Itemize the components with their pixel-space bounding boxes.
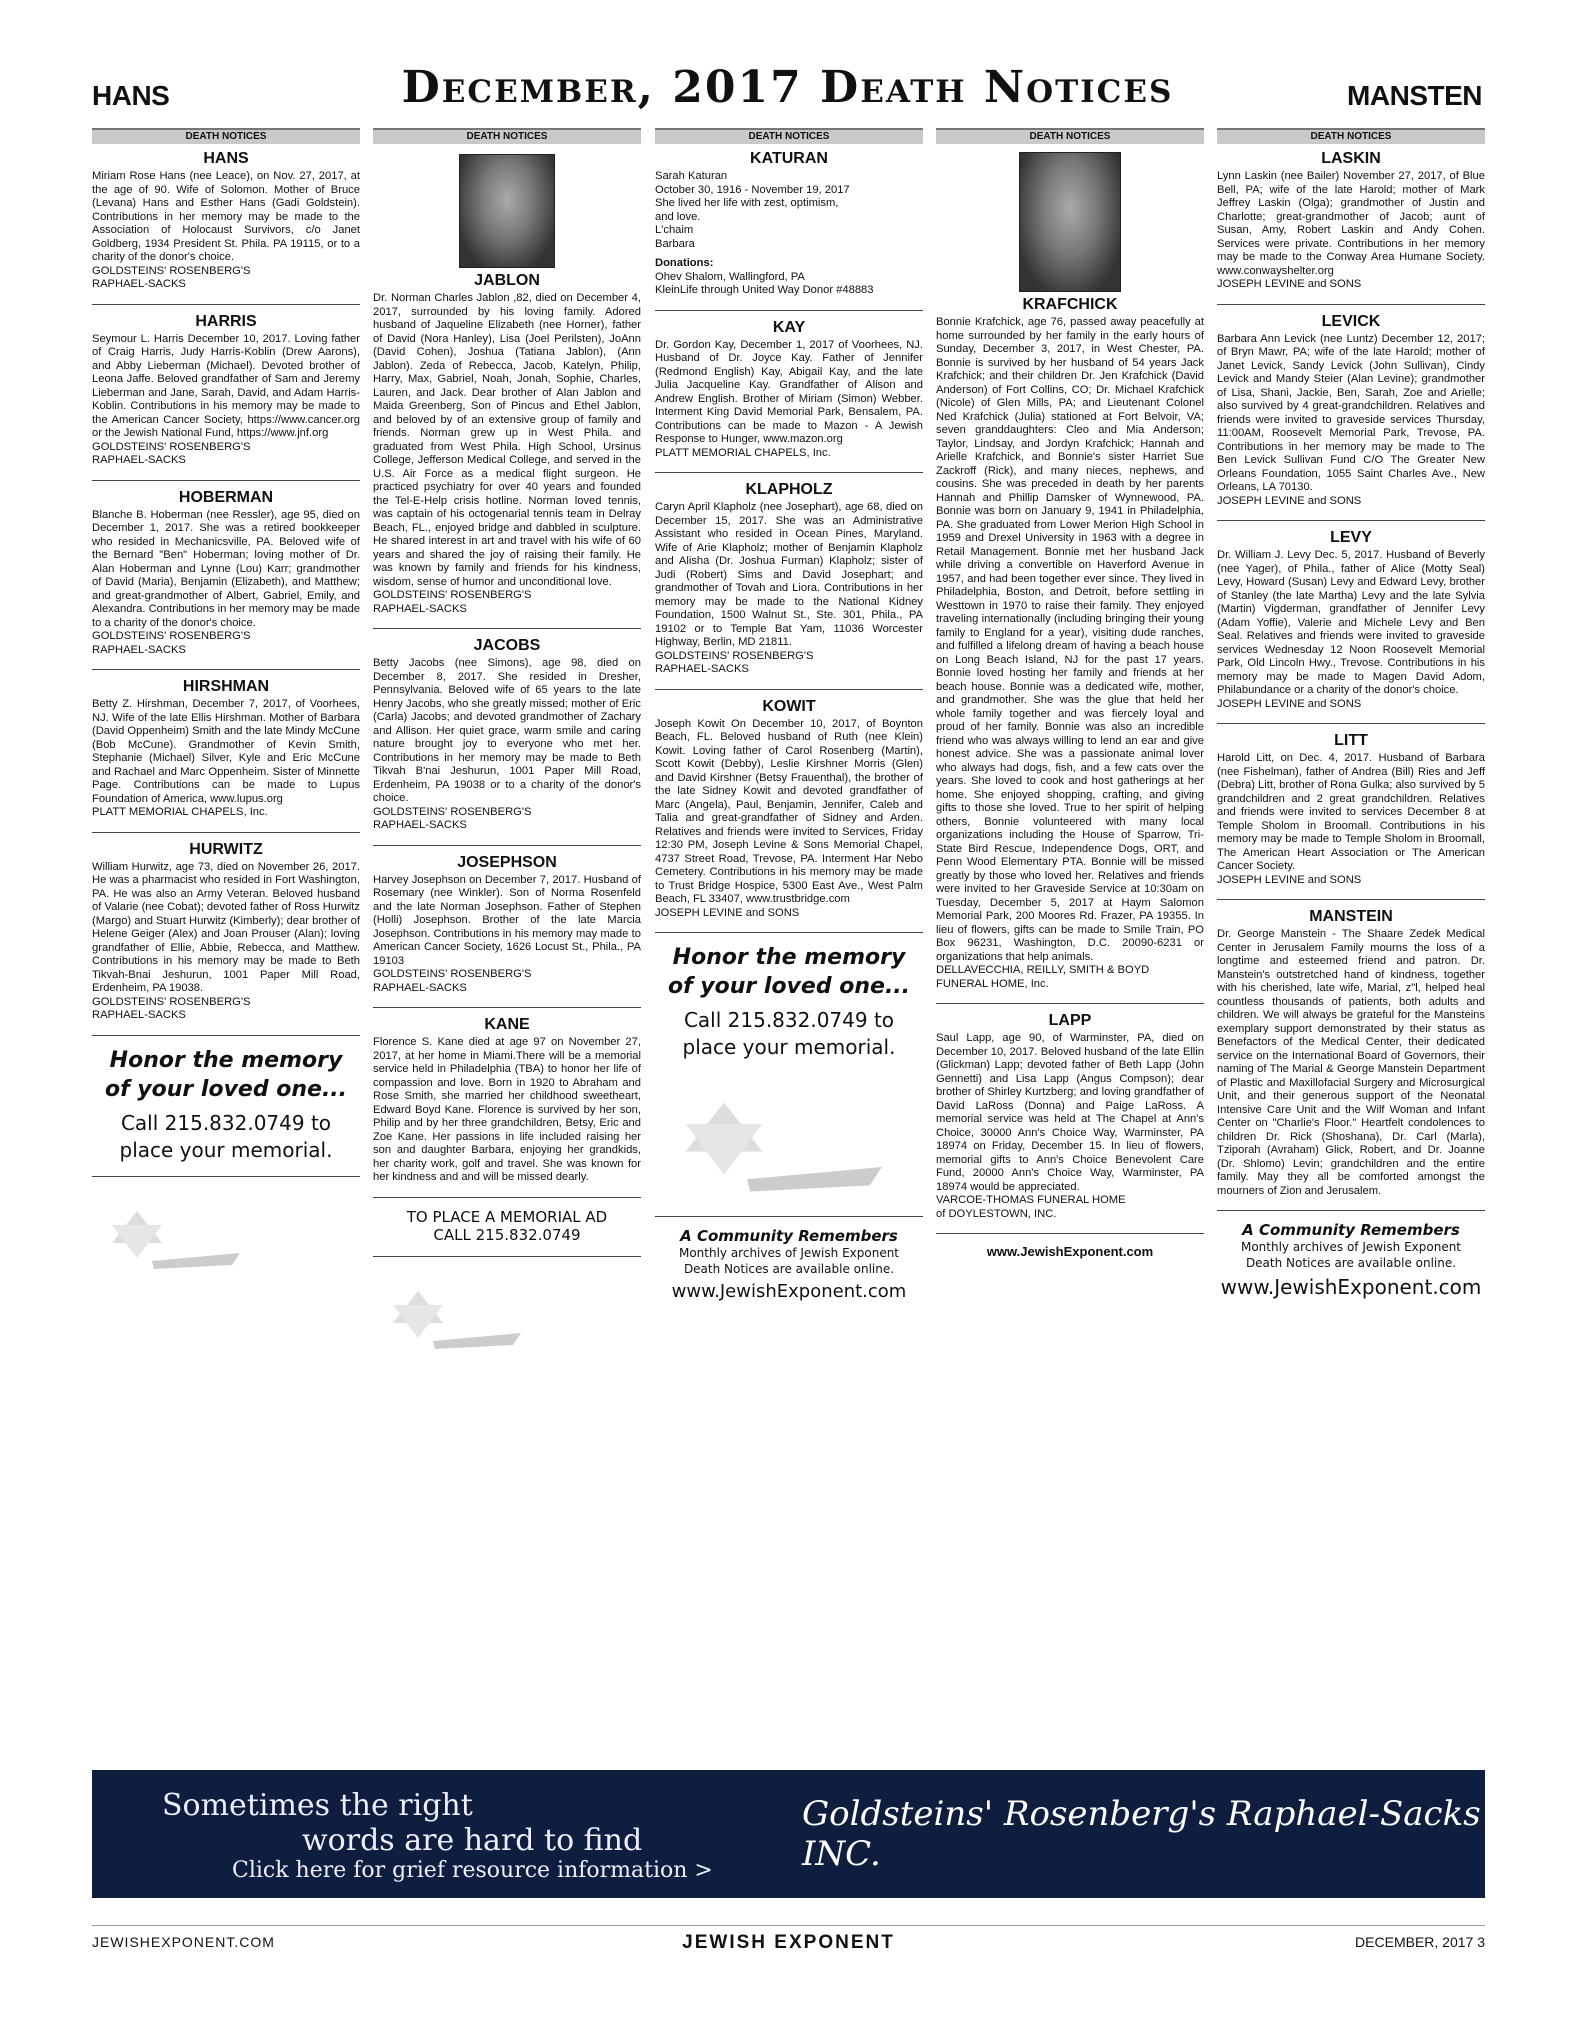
funeral-home: RAPHAEL-SACKS: [373, 981, 467, 994]
ad-call: place your memorial.: [682, 1035, 896, 1059]
notice-text: Joseph Kowit On December 10, 2017, of Boynton Beach, FL. Beloved husband of Ruth (nee Klein) Kowit. Loving father of Carol Rosenberg (Martin), Scott Kowit (Debby), Leslie Kirshner Morris (Glen) and David Kirshner (Betsy Frauenthal), the brother of the late Sidney Kowit and devoted grandfather of Marc (Angela), Paul, Benjamin, Jennifer, Caleb and Talia and great-grandfather of Sidney and Arden. Relatives and friends were invited to Services, Friday 12:30 PM, Joseph Levine & Sons Memorial Chapel, 4737 Street Road, Trevose, PA. Interment Har Nebo Cemetery. Contributions in his memory may be made to Trust Bridge Hospice, 5300 East Ave., West Palm Beach, FL 33407, www.trustbridge.com: [655, 717, 923, 905]
ad-call: place your memorial.: [119, 1137, 333, 1162]
divider: [655, 1216, 923, 1217]
notice-levick: [1217, 313, 1485, 509]
banner-line: Sometimes the right: [162, 1788, 473, 1823]
divider: [1217, 304, 1485, 305]
place-memorial-ad[interactable]: [373, 1208, 641, 1244]
notice-name: KRAFCHICK: [1022, 296, 1118, 313]
notice-name: JOSEPHSON: [457, 853, 557, 871]
divider: [92, 1176, 360, 1177]
honor-memory-ad[interactable]: [655, 943, 923, 1061]
notice-kay: [655, 319, 923, 461]
notice-name: HURWITZ: [189, 840, 263, 858]
notice-josephson: [373, 854, 641, 996]
funeral-home: RAPHAEL-SACKS: [92, 1009, 186, 1021]
ad-call: Call 215.832.0749 to: [683, 1008, 895, 1032]
notice-manstein: [1217, 908, 1485, 1198]
running-head-right: MANSTEN: [1347, 80, 1482, 111]
footer-publication: JEWISH EXPONENT: [682, 1932, 895, 1953]
funeral-home: GOLDSTEINS' ROSENBERG'S: [655, 649, 814, 662]
divider: [655, 932, 923, 933]
notice-hans: [92, 150, 360, 292]
column-header: DEATH NOTICES: [1217, 128, 1485, 144]
divider: [373, 628, 641, 629]
page-title: December, 2017 Death Notices: [401, 62, 1174, 113]
notice-text: Barbara Ann Levick (nee Luntz) December 12, 2017; of Bryn Mawr, PA; wife of the late Harold; mother of Janet Levick, Sandy Levick (John Sullivan), Cindy Levick and Mandy Steier (Alan Levine); grandmother of Lisa, Shani, Jackie, Ben, Sarah, Zoe and Arielle; also survived by 4 great-grandchildren. Relatives and friends were invited to graveside services Thursday, 11:00AM, Roosevelt Memorial Park, Trevose, PA. Contributions in her memory may be made to The Ben Levick Sullivan Fund C/O The Greater New Orleans Foundation, 1055 Saint Charles Ave., New Orleans, LA 70130.: [1217, 332, 1485, 493]
divider: [655, 310, 923, 311]
star-of-david-icon: [373, 1283, 523, 1353]
funeral-home: GOLDSTEINS' ROSENBERG'S: [92, 264, 251, 277]
divider: [92, 832, 360, 833]
divider: [92, 304, 360, 305]
community-remembers-ad[interactable]: [655, 1227, 923, 1302]
notice-text: Bonnie Krafchick, age 76, passed away peacefully at home surrounded by her family in the early hours of Sunday, December 3, 2017, in West Chester, PA. Bonnie is survived by her husband of 54 years Jack Krafchick; and their children Dr. Jen Krafchick (David Anderson) of Fort Collins, CO; Dr. Michael Krafchick (Nicole) of Glen Mills, PA; and Lieutenant Colonel Ned Krafchick (Julia) stationed at Fort Belvoir, VA; seven granddaughters: Cleo and Mia Anderson; Taylor, Lindsay, and Jordyn Krafchick; Hannah and Arielle Krafchick, and Bonnie's sister Harriet Sue Zackroff (Rick), and many nieces, nephews, and cousins. She was preceded in death by her parents Hannah and Phillip Damsker of Wynnewood, PA. Bonnie was born on January 9, 1941 in Philadelphia, PA. She graduated from Lower Merion High School in 1959 and Drexel University in 1963 with a degree in Retail Management. Bonnie met her husband Jack while driving a convertible on Haverford Avenue in 1957, and had been together ever since. They lived in Philadelphia, Boston, and Detroit, before settling in Westtown in 1970 to raise their family. They enjoyed traveling internationally (including bringing their young family to England for a year), visiting dude ranches, and fulfilled a lifelong dream of having a beach house on Long Beach Island, NJ for the past 17 years. Bonnie loved hosting her family and friends at her beach house. Bonnie was a dedicated wife, mother, and grandmother. She was the glue that held her whole family together and was fiercely loyal and proud of her family. Bonnie was also an incredible friend who was always willing to lend an ear and give honest advice. She was a passionate animal lover who always had dogs, fish, and a few cats over the years. She loved to cook and host gatherings at her home. She enjoyed shopping, crafting, and giving gifts to those she loved. True to her spirit of helping others, Bonnie volunteered with many local organizations including the House of Sparrow, Tri-State Bird Rescue, Independence Dogs, ORT, and Penn Wood Elementary PTA. Bonnie will be missed greatly by those who loved her. Relatives and friends were invited to her Graveside Service at 10:30am on Tuesday, December 5, 2017 at Haym Salomon Memorial Park, 200 Moores Rd. Frazer, PA 19355. In lieu of flowers, gifts can be made to Smile Train, PO Box 96231, Washington, D.C. 20090-6231 or organizations that help animals.: [936, 316, 1204, 963]
notice-text: Seymour L. Harris December 10, 2017. Loving father of Craig Harris, Judy Harris-Koblin (Drew Aarons), and Abby Lieberman (Michael). Devoted brother of Leona Jaffe. Beloved grandfather of Sam and Jeremy Lieberman and Jane, Sarah, David, and Adam Harris-Koblin. Contributions in his memory may be made to the American Cancer Society, https://www.cancer.org or the Jewish National Fund, https://www.jnf.org: [92, 332, 360, 439]
divider: [92, 669, 360, 670]
notice-text: Dr. Norman Charles Jablon ,82, died on December 4, 2017, surrounded by his loving family. Adored husband of Jaqueline Elizabeth (nee Horner), father of David (Nora Hanley), Lisa (Joel Perilsten), JoAnn (David Cohen), Joshua (Tatiana Jablon), (Ann Jablon). Zeda of Rebecca, Jacob, Katelyn, Philip, Harry, Max, Gabriel, Noah, Jonah, Sophie, Charles, Lauren, and Jack. Dear brother of Alan Jablon and Maida Greenberg, Son of Pincus and Ethel Jablon, and beloved by of an extensive group of family and friends. Norman grew up in West Phila. and graduated from West Phila. High School, Ursinus College, Jefferson Medical College, and served in the U.S. Air Force as a medical flight surgeon. He practiced psychiatry for over 40 years and founded the Tel-E-Help crisis hotline. Norman loved tennis, was captain of his octogenarial tennis team in Delray Beach, FL., enjoyed bridge and dabbled in sculpture. He shared interest in art and travel with his wife of 60 years and shared the joy of raising their family. He was known by family and friends for his kindness, wisdom, sense of humor and unconditional love.: [373, 292, 641, 588]
ad-text: Monthly archives of Jewish Exponent: [678, 1246, 900, 1260]
funeral-home: FUNERAL HOME, Inc.: [936, 977, 1049, 990]
brand-logo: Goldsteins' Rosenberg's Raphael-Sacks INC.: [802, 1794, 1481, 1874]
notice-katuran: [655, 150, 923, 298]
notice-name: LAPP: [1048, 1012, 1092, 1029]
notice-text: Lynn Laskin (nee Bailer) November 27, 2017, of Blue Bell, PA; wife of the late Harold; mother of Mark Jeffrey Laskin (Olga); grandmother of Justin and Charlotte; great-grandmother of Jacob; aunt of Susan, Amy, Robert Laskin and Andy Cohen. Services were private. Contributions in her memory may be made to the Conway Area Humane Society. www.conwayshelter.org: [1217, 170, 1485, 277]
notice-text: Betty Z. Hirshman, December 7, 2017, of Voorhees, NJ. Wife of the late Ellis Hirshman. Mother of Barbara (David Oppenheim) Smith and the late Mindy McCune (Bob McCune). Grandmother of Kevin Smith, Stephanie (Michael) Silver, Kyle and Eric McCune and Rachael and Marc Oppenheim. Sister of Minnette Page. Contributions can be made to Lupus Foundation of America, www.lupus.org: [92, 698, 361, 805]
divider: [936, 1003, 1204, 1004]
notice-klapholz: [655, 481, 923, 677]
notice-text: Betty Jacobs (nee Simons), age 98, died on December 8, 2017. She resided in Dresher, Pennsylvania. Beloved wife of 65 years to the late Henry Jacobs, who she greatly missed; mother of Eric (Carla) Jacobs; and devoted grandmother of Zachary and Allison. Her quiet grace, warm smile and caring nature brought joy to everyone who met her. Contributions in her memory may be made to Beth Tikvah B'nai Jeshurun, 1001 Paper Mill Road, Erdenheim, PA 19038 or to a charity of the donor's choice.: [373, 657, 641, 804]
divider: [936, 1233, 1204, 1234]
funeral-home: JOSEPH LEVINE and SONS: [655, 906, 800, 919]
donations-heading: Donations:: [655, 257, 714, 269]
notice-line: Sarah Katuran: [655, 170, 728, 182]
notice-line: L'chaim: [655, 224, 694, 236]
portrait-photo: [1019, 152, 1121, 292]
donation-line: Ohev Shalom, Wallingford, PA: [655, 270, 805, 283]
banner-line: words are hard to find: [302, 1823, 643, 1858]
divider: [1217, 520, 1485, 521]
notice-text: Harold Litt, on Dec. 4, 2017. Husband of Barbara (nee Fishelman), father of Andrea (Bill) Ries and Jeff (Debra) Litt, brother of Rona Gulka; also survived by 5 grandchildren and 2 great grandchildren. Relatives and friends were invited to services December 8 at Temple Sholom in Broomall. Contributions in his memory may be made to Temple Sholom in Broomall, The American Heart Association or The American Cancer Society.: [1217, 752, 1486, 872]
funeral-home: RAPHAEL-SACKS: [92, 454, 186, 466]
footer-site[interactable]: JEWISHEXPONENT.COM: [92, 1934, 275, 1950]
divider: [1217, 899, 1485, 900]
funeral-home: RAPHAEL-SACKS: [373, 602, 467, 615]
notice-name: KLAPHOLZ: [745, 481, 833, 498]
funeral-home: GOLDSTEINS' ROSENBERG'S: [373, 968, 532, 980]
notice-hoberman: [92, 489, 360, 658]
divider: [92, 480, 360, 481]
notice-name: LITT: [1334, 732, 1368, 749]
banner-text: [92, 1770, 802, 1898]
notice-name: HANS: [203, 150, 249, 167]
funeral-home: PLATT MEMORIAL CHAPELS, Inc.: [655, 446, 831, 459]
notice-kowit: [655, 698, 923, 921]
notice-name: KAY: [772, 318, 806, 336]
ad-headline: of your loved one...: [667, 974, 911, 999]
column-header: DEATH NOTICES: [936, 128, 1204, 144]
donation-line: KleinLife through United Way Donor #48883: [655, 284, 874, 296]
website-link[interactable]: www.JewishExponent.com: [986, 1244, 1154, 1259]
funeral-home: VARCOE-THOMAS FUNERAL HOME: [936, 1194, 1126, 1206]
funeral-home: JOSEPH LEVINE and SONS: [1217, 278, 1362, 290]
notice-text: Caryn April Klapholz (nee Josephart), age 68, died on December 15, 2017. She was an Administrative Assistant who resided in Ocean Pines, Maryland. Wife of Arie Klapholz; mother of Benjamin Klapholz and Alisha (Dr. Joshua Furman) Klapholz; sister of Judi (Robert) Sims and David Josephart; and grandmother of Tovah and Liora. Contributions in her memory may be made to the National Kidney Foundation, 1500 Walnut St., Ste. 301, Phila., PA 19102 or to Temple Bat Yam, 11036 Worcester Highway, Berlin, MD 21811.: [655, 501, 923, 648]
ad-text: Death Notices are available online.: [683, 1262, 895, 1276]
footer-date-page: DECEMBER, 2017 3: [1355, 1934, 1485, 1950]
funeral-home: PLATT MEMORIAL CHAPELS, Inc.: [92, 806, 268, 818]
column-header: DEATH NOTICES: [373, 128, 641, 144]
notice-columns: [92, 128, 1485, 1718]
notice-name: HIRSHMAN: [182, 678, 270, 695]
ad-line: TO PLACE A MEMORIAL AD: [406, 1207, 608, 1226]
notice-hurwitz: [92, 841, 360, 1023]
ad-title: A Community Remembers: [1242, 1221, 1460, 1239]
funeral-home: JOSEPH LEVINE and SONS: [1217, 873, 1362, 886]
notice-litt: [1217, 732, 1485, 887]
funeral-home: RAPHAEL-SACKS: [655, 663, 749, 675]
funeral-home: DELLAVECCHIA, REILLY, SMITH & BOYD: [936, 964, 1150, 976]
funeral-home: JOSEPH LEVINE and SONS: [1217, 494, 1362, 507]
notice-line: Barbara: [655, 237, 695, 250]
notice-name: KATURAN: [750, 150, 828, 167]
ad-text: Death Notices are available online.: [1245, 1256, 1457, 1270]
column-2: [373, 128, 641, 1718]
funeral-home: RAPHAEL-SACKS: [92, 643, 186, 656]
banner-link[interactable]: Click here for grief resource information >: [232, 1858, 713, 1883]
notice-name: KANE: [484, 1016, 530, 1033]
notice-kane: [373, 1016, 641, 1185]
notice-name: MANSTEIN: [1309, 908, 1393, 925]
running-head-left: HANS: [92, 80, 170, 111]
grief-resource-banner[interactable]: [92, 1770, 1485, 1898]
notice-name: HARRIS: [195, 312, 257, 330]
notice-krafchick: [936, 296, 1204, 991]
ad-url-link[interactable]: www.JewishExponent.com: [1220, 1275, 1482, 1299]
star-of-david-icon: [655, 1089, 885, 1199]
divider: [655, 472, 923, 473]
notice-text: William Hurwitz, age 73, died on November 26, 2017. He was a pharmacist who resided in Fort Washington, PA. He was also an Army Veteran. Beloved husband of Valarie (nee Cobat); devoted father of Ross Hurwitz (Margo) and Stuart Hurwitz (Kimberly); dear brother of Helene Geiger (Alex) and Joan Prouser (Alan); loving grandfather of Ellie, Abbie, Rebecca, and Matthew. Contributions in his memory may be made to Beth Tikvah-Bnai Jeshurun, 1001 Paper Mill Road, Erdenheim, PA 19038.: [92, 860, 360, 994]
funeral-home: GOLDSTEINS' ROSENBERG'S: [373, 805, 532, 818]
funeral-home: RAPHAEL-SACKS: [373, 819, 467, 831]
funeral-home: GOLDSTEINS' ROSENBERG'S: [92, 440, 251, 453]
notice-name: LASKIN: [1321, 150, 1381, 167]
notice-text: Blanche B. Hoberman (nee Ressler), age 95, died on December 1, 2017. She was a retired bookkeeper who resided in Mechanicsville, PA. Beloved wife of the Bernard "Ben" Hoberman; loving mother of Dr. Alan Hoberman and Lynne (Lou) Karr; grandmother of David (Maria), Benjamin (Elizabeth), and Matthew; and great-grandmother of Albert, Gabriel, Emily, and Alexandra. Contributions in her memory may be made to a charity of the donor's choice.: [92, 508, 361, 629]
notice-jablon: [373, 272, 641, 616]
page-footer: [92, 1925, 1485, 1966]
ad-line: CALL 215.832.0749: [433, 1225, 581, 1244]
community-remembers-ad[interactable]: [1217, 1221, 1485, 1299]
notice-text: Saul Lapp, age 90, of Warminster, PA, died on December 10, 2017. Beloved husband of the late Ellin (Glickman) Lapp; devoted father of Beth Lapp (John Gennetti) and Lisa Lapp (Angus Compson); dear brother of Shirley Kurtzberg; and loving grandfather of David LaRoss (Donna) and Paige LaRoss. A memorial service was held at The Chapel at Ann's Choice, 30000 Ann's Choice Way, Warminster, PA 18974 on Friday, December 15. In lieu of flowers, memorial gifts to Ann's Choice Benevolent Care Fund, 20000 Ann's Choice Way, Warminster, PA 18974 would be appreciated.: [936, 1032, 1204, 1193]
divider: [373, 845, 641, 846]
ad-headline: of your loved one...: [104, 1076, 348, 1102]
funeral-home: GOLDSTEINS' ROSENBERG'S: [92, 630, 251, 642]
divider: [655, 689, 923, 690]
divider: [92, 1035, 360, 1036]
ad-title: A Community Remembers: [680, 1227, 898, 1245]
notice-text: Dr. Gordon Kay, December 1, 2017 of Voorhees, NJ. Husband of Dr. Joyce Kay. Father of Jennifer (Redmond English) Kay, Abigail Kay, and the late Julia Jacqueline Kay. Grandfather of Alison and Andrew English. Brother of Miriam (Simon) Webber. Interment King David Memorial Park, Bensalem, PA. Contributions can be made to Mazon - A Jewish Response to Hunger, www.mazon.org: [655, 338, 923, 445]
notice-text: Harvey Josephson on December 7, 2017. Husband of Rosemary (nee Winkler). Son of Norma Rosenfeld and the late Norman Josephson. Father of Stephen (Holli) Josephson. Brother of the late Marcia Josephson. Contributions in his memory may made to American Cancer Society, 1626 Locust St., Phila., PA 19103: [373, 873, 641, 967]
ad-url-link[interactable]: www.JewishExponent.com: [671, 1281, 907, 1302]
column-header: DEATH NOTICES: [655, 128, 923, 144]
divider: [373, 1197, 641, 1198]
notice-lapp: [936, 1012, 1204, 1221]
honor-memory-ad[interactable]: [92, 1046, 360, 1164]
notice-line: and love.: [655, 210, 701, 223]
funeral-home: RAPHAEL-SACKS: [92, 278, 186, 290]
column-header: DEATH NOTICES: [92, 128, 360, 144]
funeral-home: JOSEPH LEVINE and SONS: [1217, 697, 1362, 710]
ad-headline: Honor the memory: [109, 1047, 343, 1073]
notice-name: LEVY: [1330, 529, 1372, 546]
ad-headline: Honor the memory: [672, 945, 906, 970]
notice-name: JABLON: [474, 272, 540, 289]
portrait-photo: [459, 154, 555, 268]
notice-hirshman: [92, 678, 360, 820]
notice-levy: [1217, 529, 1485, 711]
notice-text: Dr. William J. Levy Dec. 5, 2017. Husband of Beverly (nee Yager), of Phila., father of Alice (Motty Seal) Levy, Howard (Susan) Levy and Edward Levy, brother of Stanley (the late Martha) Levy and the late Sylvia (Martin) Vigderman, grandfather of Jennifer Levy (Adam Yoffie), Valerie and Michele Levy and Ben Seal. Relatives and friends were invited to graveside services Wednesday 12 Noon Roosevelt Memorial Park, Old Lincoln Hwy., Trevose. Contributions in his memory may be made to Magen David Adom, Philabundance or a charity of the donor's choice.: [1217, 549, 1485, 696]
funeral-home: of DOYLESTOWN, INC.: [936, 1207, 1057, 1220]
notice-text: Dr. George Manstein - The Shaare Zedek Medical Center in Jerusalem Family mourns the loss of a longtime and esteemed friend and patron. Dr. Manstein's outstretched hand of kindness, together with his cherished, late wife, Marial, z"l, helped heal countless thousands of patients, both adults and children. We will always be grateful for the Mansteins exemplary support demonstrated by their status as Benefactors of the Medical Center, their dedicated service on the International Board of Governors, their naming of The Marial & George Manstein Department of Plastic and Maxillofacial Surgery and Microsurgical Unit, and their generous support of the Neonatal Intensive Care Unit and the Wilf Woman and Infant Center on "Charlie's Floor." Heartfelt condolences to children Dr. Rick (Shoshana), Dr. Carl (Marla), Tziporah (Avraham) Glick, Robert, and Dr. Joanne (Dr. Shlomo) Levin; grandchildren and the entire family. May they all be comforted amongst the mourners of Zion and Jerusalem.: [1217, 928, 1485, 1197]
column-4: [936, 128, 1204, 1718]
divider: [1217, 1210, 1485, 1211]
notice-text: Florence S. Kane died at age 97 on November 27, 2017, at her home in Miami.There will be a memorial service held in Philadelphia (TBA) to honor her life of compassion and love. Born in 1920 to Abraham and Rose Smith, she married her childhood sweetheart, Edward Boyd Kane. Florence is survived by her son, Philip and by her three grandchildren, Betsy, Eric and Zoe Kane. Her passions in life included raising her son and daughter Barbara, enjoying her grandkids, her charity work, golf and travel. She was known for her kindness and and will be missed dearly.: [373, 1036, 641, 1183]
notice-text: Miriam Rose Hans (nee Leace), on Nov. 27, 2017, at the age of 90. Wife of Solomon. Mother of Bruce (Levana) Hans and Esther Hans (Gadi Goldstein). Contributions in her memory may be made to the Association of Holocaust Survivors, c/o Janet Goldberg, 1934 President St. Phila. PA 19115, or to a charity of the donor's choice.: [92, 170, 360, 263]
column-3: [655, 128, 923, 1718]
notice-laskin: [1217, 150, 1485, 292]
divider: [373, 1007, 641, 1008]
notice-name: LEVICK: [1321, 312, 1381, 330]
notice-line: October 30, 1916 - November 19, 2017: [655, 183, 850, 196]
notice-name: KOWIT: [762, 697, 816, 715]
notice-line: She lived her life with zest, optimism,: [655, 197, 839, 209]
star-of-david-icon: [92, 1203, 242, 1273]
ad-text: Monthly archives of Jewish Exponent: [1240, 1240, 1462, 1254]
funeral-home: GOLDSTEINS' ROSENBERG'S: [92, 995, 251, 1008]
ad-call: Call 215.832.0749 to: [120, 1110, 332, 1135]
notice-jacobs: [373, 637, 641, 833]
notice-harris: [92, 313, 360, 468]
notice-name: HOBERMAN: [178, 488, 274, 506]
funeral-home: GOLDSTEINS' ROSENBERG'S: [373, 589, 532, 601]
divider: [373, 1256, 641, 1257]
divider: [1217, 723, 1485, 724]
column-1: [92, 128, 360, 1718]
column-5: [1217, 128, 1485, 1718]
notice-name: JACOBS: [473, 637, 541, 654]
